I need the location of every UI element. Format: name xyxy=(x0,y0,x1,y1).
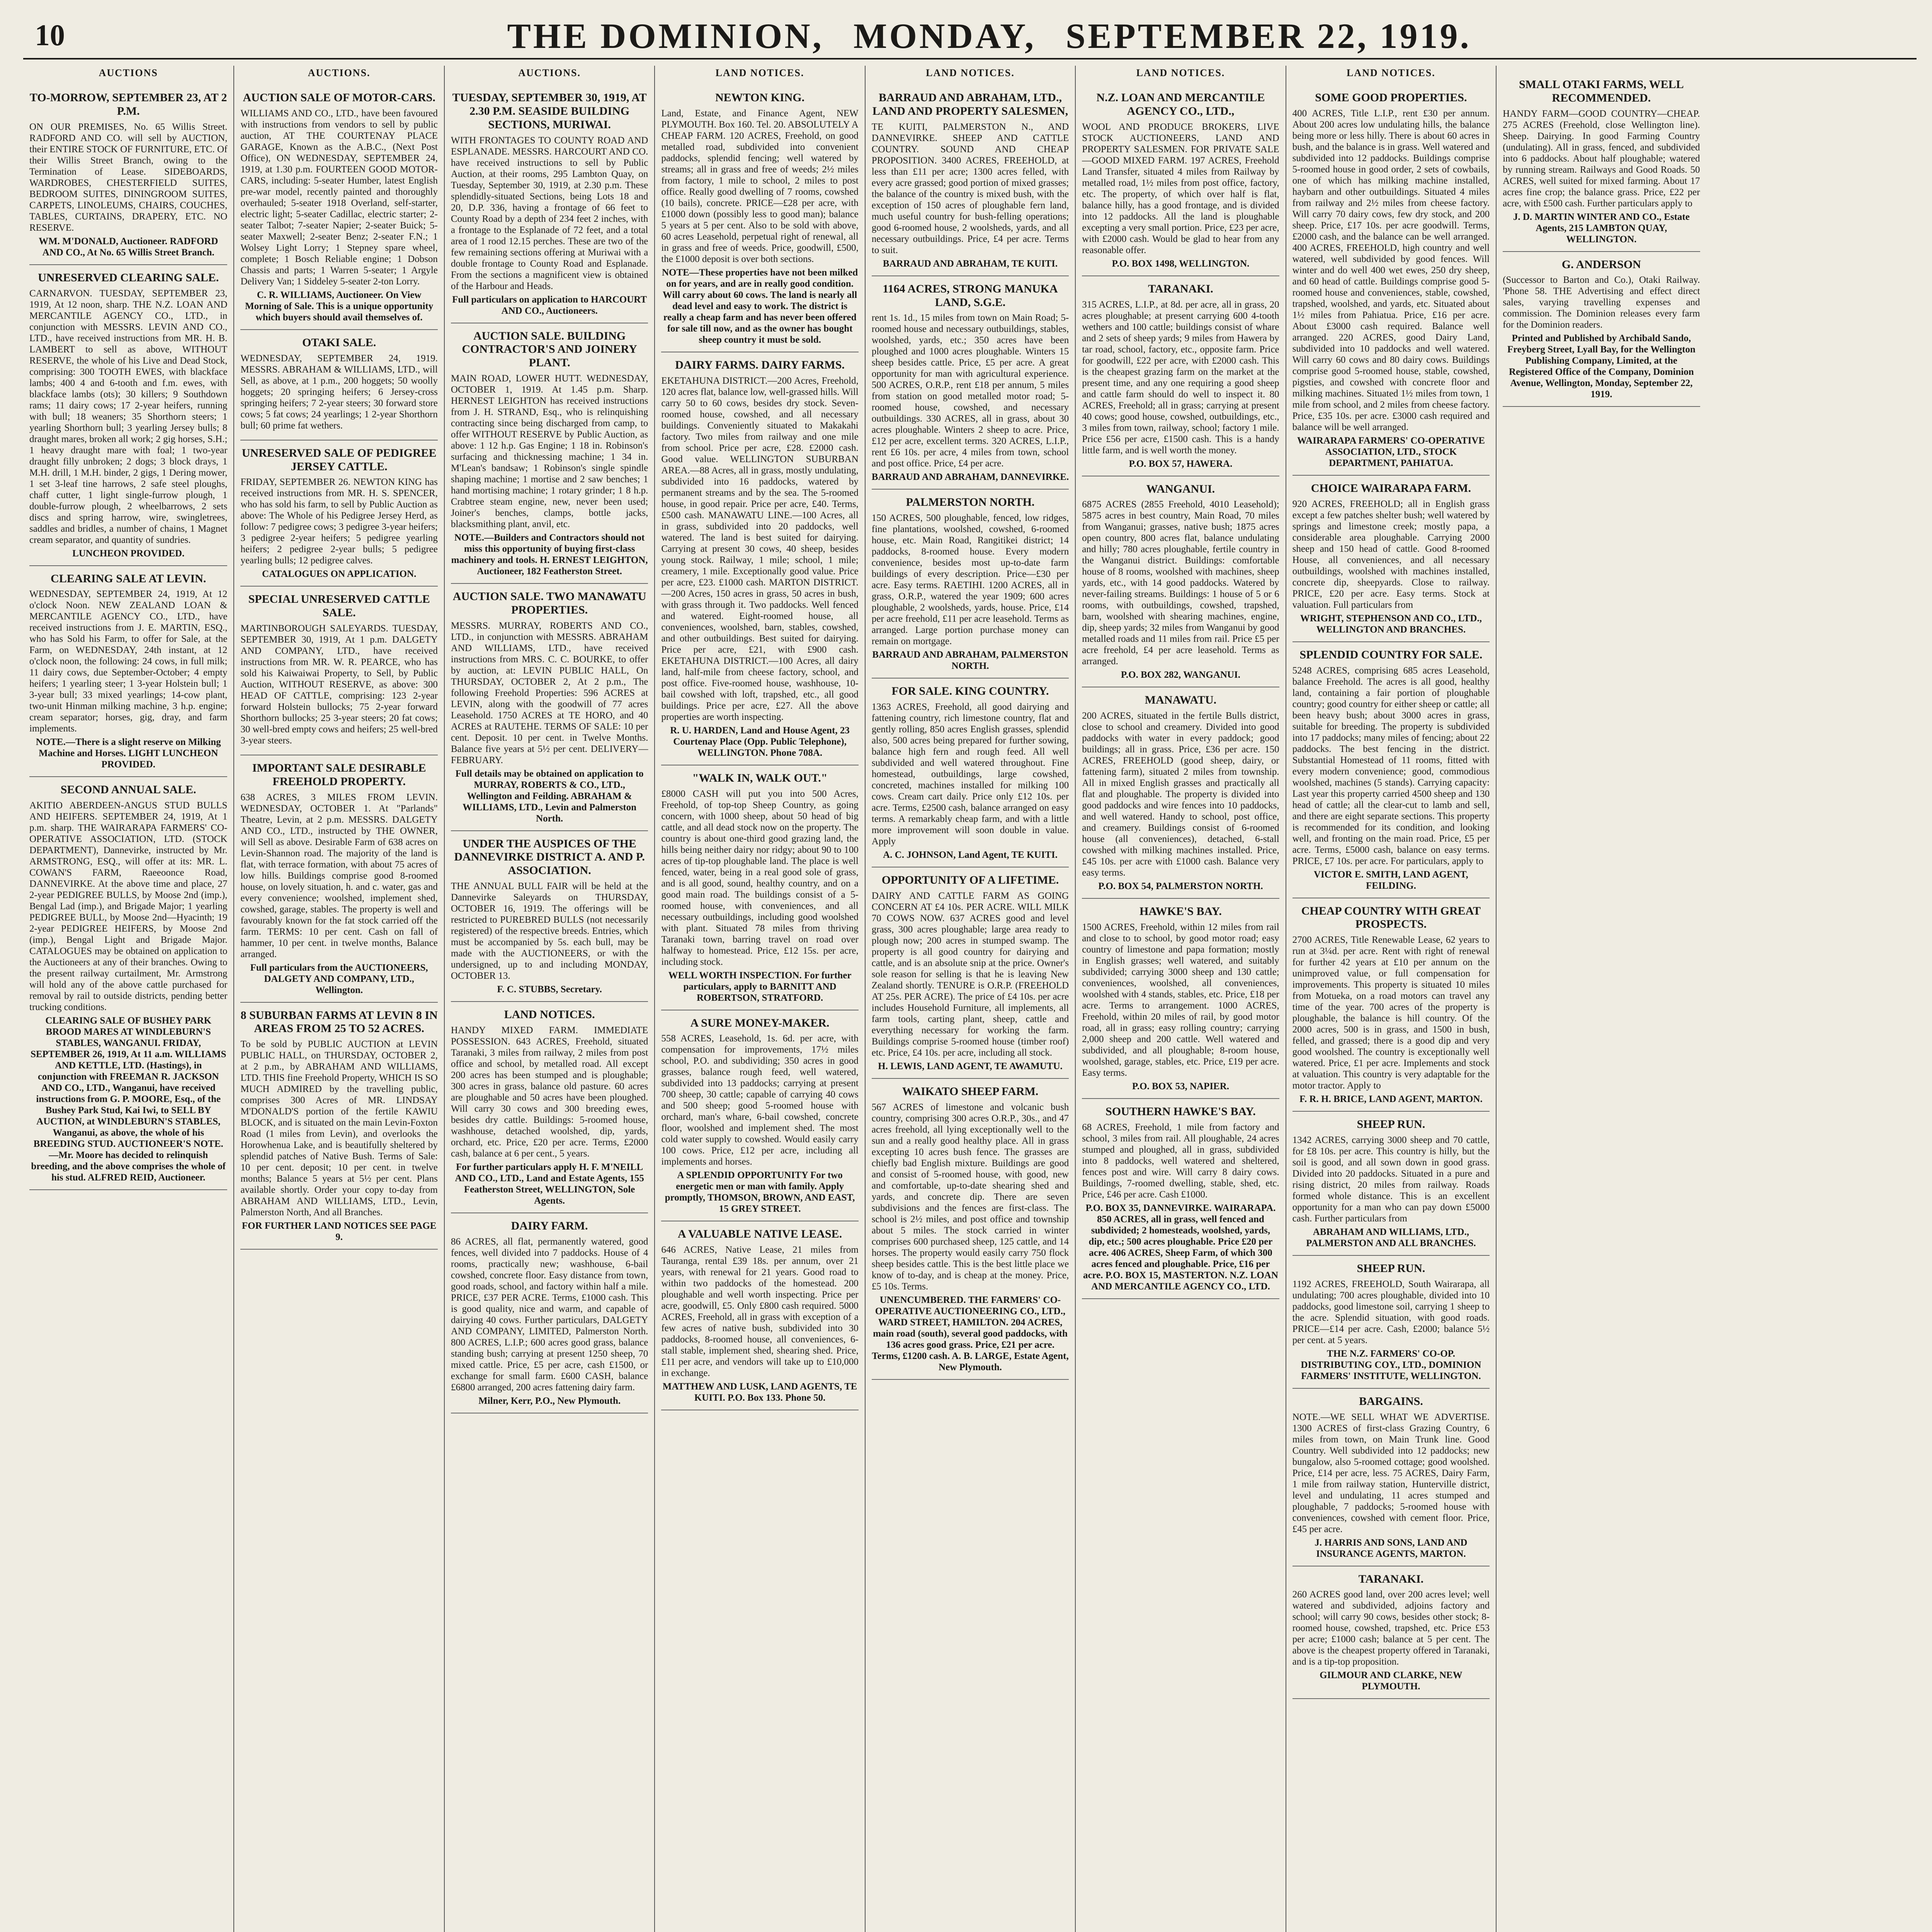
advertisement xyxy=(1293,1389,1490,1566)
ad-body: 1342 ACRES, carrying 3000 sheep and 70 cattle, for £8 10s. per acre. This country is hilly, but the soil is good, and all sown down in good grass. Divided into 20 paddocks. Situated in a pure and rising district, 20 miles from railway. Roads formed whole distance. This is an excellent opportunity for a man who can pay down £5000 cash. Further particulars from xyxy=(1292,1134,1490,1224)
paper-name: THE DOMINION, xyxy=(507,16,824,56)
ad-body: 400 ACRES, Title L.I.P., rent £30 per annum. About 200 acres low undulating hills, the balance being more or less hilly. There is about 60 acres in bush, and the balance is in grass. Well watered and subdivided into 12 paddocks. Buildings comprise 5-roomed house in good order, 2 sets of cowbails, one of which has milking machine installed, haybarn and other outbuildings. Situated 4 miles from railway and 2½ miles from cheese factory. Will carry 70 dairy cows, few dry stock, and 200 sheep. Price, £17 10s. per acre goodwill. Terms, £2000 cash, and the balance can be well arranged. 400 ACRES, FREEHOLD, high country and well watered, well subdivided by good fences. Will winter and do well 400 wet ewes, 250 dry sheep, and 60 head of cattle. Buildings comprise good 5-roomed house and conveniences, stable, cowshed, trapshed, woolshed, and yards, etc. Situated about 1½ miles from Pahiatua. Price, £16 per acre. About £3000 cash required. Balance well arranged. 220 ACRES, good Dairy Land, subdivided into 10 paddocks and well watered. Will carry 60 cows and 80 dairy cows. Buildings comprise good 5-roomed house, stable, cowshed, pigsties, and cowshed with concrete floor and milking machines. Situated 1½ miles from town, 1 mile from school, and 2 miles from cheese factory. Price, £35 10s. per acre. £3000 cash required and balance will be well arranged. xyxy=(1292,108,1490,432)
ad-footer: BARRAUD AND ABRAHAM, PALMERSTON NORTH. xyxy=(872,650,1068,672)
ad-body: WEDNESDAY, SEPTEMBER 24, 1919. MESSRS. ABRAHAM & WILLIAMS, LTD., will Sell, as above, at 1 p.m., 200 hoggets; 50 woolly hoggets; 20 springing heifers; 6 Jersey-cross springing heifers; 7 2-year steers; 30 forward store cows; 5 fat cows; 24 yearlings; 1 2-year Shorthorn bull; 60 prime fat wethers. xyxy=(240,353,438,431)
ad-title: BARGAINS. xyxy=(1359,1395,1423,1408)
ad-body: 558 ACRES, Leasehold, 1s. 6d. per acre, with compensation for improvements, 17½ miles school, P.O. and subdividing; 350 acres in good grasses, balance rough feed, well watered, subdivided into 13 paddocks; carrying at present 700 sheep, 30 cattle; capable of carrying 40 cows and 500 sheep; good 5-roomed house with orchard, man's whare, 6-bail cowshed, concrete floor, woolshed and implement shed. The most cold water supply to cowshed. Would easily carry 100 cows. Price, £12 per acre, including all implements and horses. xyxy=(661,1033,859,1167)
ad-footer: NOTE.—There is a slight reserve on Milking Machine and Horses. LIGHT LUNCHEON PROVIDED. xyxy=(36,737,221,770)
advertisement xyxy=(29,85,227,265)
ad-title: SMALL OTAKI FARMS, WELL RECOMMENDED. xyxy=(1519,78,1684,104)
column-6 xyxy=(1075,66,1285,1932)
ad-body: 567 ACRES of limestone and volcanic bush country, comprising 300 acres O.R.P., 30s., and 47 acres freehold, all lying exceptionally well to the sun and a really good healthy place. All in grass excepting 10 acres bush fence. The grasses are chiefly bad English mixture. Buildings are good and consist of 5-roomed house, with good, new and comfortable, up-to-date shearing shed and yards, and concrete dip. There are seven subdivisions and the fences are first-class. The school is 2½ miles, and post office and township about 5 miles. The stock carried in winter comprises 600 purchased sheep, 125 cattle, and 14 horses. The property would easily carry 750 flock sheep besides cattle. This is the best little place we know of to-day, and is cheap at the money. Price, £5 10s. Terms. xyxy=(871,1102,1069,1292)
ad-title: 1164 ACRES, STRONG MANUKA LAND, S.G.E. xyxy=(883,282,1058,309)
advertisement xyxy=(1082,85,1279,276)
column-heading: LAND NOTICES. xyxy=(1136,67,1225,78)
ad-footer: F. C. STUBBS, Secretary. xyxy=(497,984,602,995)
ad-footer: BARRAUD AND ABRAHAM, DANNEVIRKE. xyxy=(871,472,1069,483)
advertisement xyxy=(1293,85,1490,476)
column-1 xyxy=(23,66,233,1932)
column-heading: LAND NOTICES. xyxy=(1347,67,1435,78)
ad-body: 646 ACRES, Native Lease, 21 miles from Tauranga, rental £39 18s. per annum, over 21 years, with renewal for 21 years. Good road to within two paddocks of the homestead. 200 ploughable and well worth inspecting. Price per acre, goodwill, £5. Only £800 cash required. 5000 ACRES, Freehold, all in grass with exception of a few acres of native bush, subdivided into 30 paddocks, 8-roomed house, all conveniences, 6-stall stable, implement shed, shearing shed. Price, £11 per acre, and vendors will take up to £10,000 in exchange. xyxy=(661,1245,859,1379)
ad-body: 315 ACRES, L.I.P., at 8d. per acre, all in grass, 20 acres ploughable; at present carrying 600 4-tooth wethers and 100 cattle; buildings consist of whare and 2 sets of sheep yards; 9 miles from Hawera by tar road, school, factory, etc., opposite farm. Price for goodwill, £22 per acre, with £2000 cash. This is the cheapest grazing farm on the market at the present time, and any one requiring a good sheep and cattle farm should do well to inspect it. 80 ACRES, Freehold; all in grass; carrying at present 40 cows; good house, cowshed, outbuildings, etc., 3 miles from town, railway, school; factory 1 mile. Price £56 per acre, £1500 cash. This is a handy little farm, and is well worth the money. xyxy=(1082,299,1279,456)
ad-body: TE KUITI, PALMERSTON N., AND DANNEVIRKE. SHEEP AND CATTLE COUNTRY. SOUND AND CHEAP PROPOSITION. 3400 ACRES, FREEHOLD, at less than £11 per acre; 1300 acres felled, with every acre grassed; good portion of mixed grasses; the balance of the country is mixed bush, with the exception of 150 acres of ploughable fern land, much useful country for bush-felling operations; good 6-roomed house, 2 woolsheds, yards, and all necessary outbuildings. Price, £4 per acre. Terms to suit. xyxy=(871,121,1069,255)
ad-footer: WRIGHT, STEPHENSON AND CO., LTD., WELLINGTON AND BRANCHES. xyxy=(1300,613,1482,635)
ad-body: WITH FRONTAGES TO COUNTY ROAD AND ESPLANADE. MESSRS. HARCOURT AND CO. have received instructions to sell by Public Auction, at their rooms, 295 Lambton Quay, on Tuesday, September 30, 1919, at 2.30 p.m. These splendidly-situated Sections, being Lots 18 and 20, D.P. 336, having a frontage of 66 feet to County Road by a depth of 234 feet 2 inches, with a frontage to the Esplanade of 72 feet, and a total area of 1 rood 12.15 perches. These are two of the few remaining sections offering at Muriwai with a double frontage to County Road and Esplanade. From the sections a magnificent view is obtained of the Harbour and Heads. xyxy=(451,135,648,291)
ad-footer: A SPLENDID OPPORTUNITY For two energetic men or man with family. Apply promptly, THOMSON, BROWN, AND EAST, 15 GREY STREET. xyxy=(665,1170,855,1214)
ad-body: MARTINBOROUGH SALEYARDS. TUESDAY, SEPTEMBER 30, 1919, At 1 p.m. DALGETY AND COMPANY, LTD., have received instructions from MR. W. R. PEARCE, who has sold his Kaiwaiwai Property, to Sell, by Public Auction, WITHOUT RESERVE, as above: 300 HEAD OF CATTLE, comprising: 123 2-year forward Holstein bullocks; 75 2-year forward Shorthorn bullocks; 25 3-year steers; 20 fat cows; 30 well-bred empty cows and heifers; 25 well-bred 3-year steers. xyxy=(240,623,438,746)
ad-body: 920 ACRES, FREEHOLD; all in English grass except a few patches shelter bush; well watered by springs and limestone creek; mostly papa, a considerable area ploughable. Carrying 2000 sheep and 150 head of cattle. Good 8-roomed House, all conveniences, and all necessary outbuildings, woolshed with machines installed, concrete dip, sheepyards. Close to railway. PRICE, £20 per acre. Easy terms. Stock at valuation. Full particulars from xyxy=(1292,498,1490,610)
ad-footer: P.O. BOX 1498, WELLINGTON. xyxy=(1112,258,1250,269)
ad-footer: Full particulars from the AUCTIONEERS, DALGETY AND COMPANY, LTD., Wellington. xyxy=(250,962,428,995)
ad-footer: WM. M'DONALD, Auctioneer. RADFORD AND CO., At No. 65 Willis Street Branch. xyxy=(39,236,218,258)
ad-title: TO-MORROW, SEPTEMBER 23, AT 2 P.M. xyxy=(29,91,227,117)
ad-title: SOUTHERN HAWKE'S BAY. xyxy=(1105,1105,1256,1118)
ad-body: ON OUR PREMISES, No. 65 Willis Street. RADFORD AND CO. will sell by AUCTION, their ENTIRE STOCK OF FURNITURE, ETC. Of their Willis Street Branch, owing to the Termination of Lease. SIDEBOARDS, WARDROBES, CHESTERFIELD SUITES, BEDROOM SUITES, DININGROOM SUITES, CARPETS, LINOLEUMS, CHAIRS, COUCHES, TABLES, CURTAINS, DRAPERY, ETC. NO RESERVE. xyxy=(29,121,228,233)
ad-footer: THE N.Z. FARMERS' CO-OP. DISTRIBUTING COY., LTD., DOMINION FARMERS' INSTITUTE, WELLINGTON. xyxy=(1301,1348,1481,1381)
ad-title: AUCTION SALE. TWO MANAWATU PROPERTIES. xyxy=(452,590,646,616)
ad-title: SPECIAL UNRESERVED CATTLE SALE. xyxy=(248,593,430,619)
ad-footer: VICTOR E. SMITH, LAND AGENT, FEILDING. xyxy=(1313,869,1468,891)
advertisement xyxy=(1082,899,1279,1099)
advertisement xyxy=(661,1010,858,1222)
ad-footer: C. R. WILLIAMS, Auctioneer. On View Morning of Sale. This is a unique opportunity which buyers should avail themselves of. xyxy=(245,289,434,323)
advertisement xyxy=(1082,276,1279,476)
ad-body: 68 ACRES, Freehold, 1 mile from factory and school, 3 miles from rail. All ploughable, 24 acres stumped and ploughed, all in grass, subdivided into 8 paddocks, well watered and sheltered, fences post and wire. Will carry 8 dairy cows. Buildings, 7-roomed dwelling, stable, shed, etc. Price, £46 per acre. Cash £1000. xyxy=(1082,1122,1279,1200)
ad-footer: MATTHEW AND LUSK, LAND AGENTS, TE KUITI. P.O. Box 133. Phone 50. xyxy=(662,1381,857,1403)
ad-body: Land, Estate, and Finance Agent, NEW PLYMOUTH. Box 160. Tel. 20. ABSOLUTELY A CHEAP FARM. 120 ACRES, Freehold, on good metalled road, subdivided into convenient paddocks, splendid fencing; well watered by streams; all in grass and free of weeds; 2½ miles from factory, 1 mile to school, 2 miles to post office. Really good dwelling of 7 rooms, cowshed (10 bails), concrete. PRICE—£28 per acre, with £1000 down (possibly less to good man); balance 5 years at 5 per cent. Also to be sold with above, 60 acres Leasehold, perpetual right of renewal, all in grass and free of weeds. Price, goodwill, £500, the £1000 deposit is over both sections. xyxy=(661,108,859,264)
columns xyxy=(23,66,1917,1932)
ad-body: 1500 ACRES, Freehold, within 12 miles from rail and close to to school, by good motor road; easy country of limestone and papa formation; mostly in English grasses; well watered, and suitably subdivided; carrying 3000 sheep and 130 cattle; conveniences, woolshed, all conveniences, woolshed with 4 stands, stables, etc. Price, £18 per acre. Terms to arrangement. 1000 ACRES, Freehold, within 20 miles of rail, by good motor road, all in grass; easy rolling country; carrying 2,000 sheep and 200 cattle. Well watered and subdivided, and all ploughable; 8-room house, woolshed, garage, stables, etc. Price, £19 per acre. Easy terms. xyxy=(1082,922,1279,1078)
masthead-rule xyxy=(23,58,1917,60)
ad-title: OTAKI SALE. xyxy=(302,336,376,349)
ad-title: TARANAKI. xyxy=(1358,1572,1424,1585)
advertisement xyxy=(240,330,437,440)
ad-title: NEWTON KING. xyxy=(715,91,805,104)
advertisement xyxy=(1503,252,1700,407)
ad-title: WAIKATO SHEEP FARM. xyxy=(902,1085,1039,1098)
advertisement xyxy=(661,1221,858,1410)
ad-body: NOTE.—WE SELL WHAT WE ADVERTISE. 1300 ACRES of first-class Grazing Country, 6 miles from town, on Main Trunk line. Good Country. Well subdivided into 12 paddocks; new bungalow, also 5-roomed cottage; good woolshed. Price, £14 per acre, less. 75 ACRES, Dairy Farm, 1 mile from railway station, Hunterville district, level and undulating, 11 acres stumped and ploughable, 7 paddocks; 5-roomed house with conveniences, cowshed with cement floor. Price, £45 per acre. xyxy=(1292,1412,1490,1534)
ad-body: rent 1s. 1d., 15 miles from town on Main Road; 5-roomed house and necessary outbuildings, stables, woolshed, yards, etc.; 350 acres have been ploughed and 1000 acres ploughable. Winters 15 sheep besides cattle. Price, £5 per acre. A great opportunity for man with agricultural experience. 500 ACRES, O.R.P., rent £18 per annum, 5 miles from station on good metalled motor road; 5-roomed house, cowshed, and necessary outbuildings. 330 ACRES, all in grass, about 30 acres ploughable. Winters 2 sheep to acre. Price, £12 per acre, excellent terms. 320 ACRES, L.I.P., rent £6 10s. per acre, 4 miles from town, school and post office. Price, £4 per acre. xyxy=(871,313,1069,469)
ad-title: SECOND ANNUAL SALE. xyxy=(60,783,196,796)
ad-title: AUCTION SALE OF MOTOR-CARS. xyxy=(243,91,435,104)
ad-footer: WAIRARAPA FARMERS' CO-OPERATIVE ASSOCIATION, LTD., STOCK DEPARTMENT, PAHIATUA. xyxy=(1297,435,1485,468)
column-3 xyxy=(444,66,654,1932)
ad-body: 638 ACRES, 3 MILES FROM LEVIN. WEDNESDAY, OCTOBER 1. At "Parlands" Theatre, Levin, at 2 p.m. MESSRS. DALGETY AND CO., LTD., instructed by THE OWNER, will Sell as above. Desirable Farm of 638 acres on Levin-Shannon road. The majority of the land is flat, with terrace formation, with about 75 acres of low hills. Buildings comprise good 8-roomed house, on lovely situation, h. and c. water, gas and every convenience; woolshed, implement shed, cowshed, garage, stables. The property is well and favourably known for the fat stock carried off the farm. TERMS: 10 per cent. Cash on fall of hammer, 10 per cent. in twelve months, Balance arranged. xyxy=(240,792,438,959)
advertisement xyxy=(451,584,648,831)
ad-body: 2700 ACRES, Title Renewable Lease, 62 years to run at 3¼d. per acre. Rent with right of renewal for further 42 years at £10 per annum on the unimproved value, or full compensation for improvements. This property is situated 10 miles from Motueka, on a road motors can travel any time of the year. 700 acres of the property is ploughable, the balance is hill country. Of the 2000 acres, 500 is in grass, and 1500 in bush, felled, and grassed; there is a good dip and very good woolshed. The country is exceptionally well watered. Price, £1 per acre. Implements and stock at valuation. This country is very adaptable for the motor tractor. Apply to xyxy=(1292,935,1490,1091)
ad-footer: NOTE—These properties have not been milked on for years, and are in really good condition. Will carry about 60 cows. The land is nearly all dead level and easy to work. The district is really a cheap farm and has never been offered for sale till now, and as the owner has bought sheep country it must be sold. xyxy=(662,267,858,345)
column-5 xyxy=(865,66,1075,1932)
ad-body: WILLIAMS AND CO., LTD., have been favoured with instructions from vendors to sell by public auction, AT THE COURTENAY PLACE GARAGE, Known as the A.B.C., (Next Post Office), ON WEDNESDAY, SEPTEMBER 24, 1919, at 1.30 p.m. FOURTEEN GOOD MOTOR-CARS, including: 5-seater Humber, latest English pre-war model, recently painted and thoroughly overhauled; 5-seater 1918 Overland, self-starter, electric light; 5-seater Cadillac, electric starter; 2-seater Talbot; 7-seater Napier; 2-seater Buick; 5-seater Maxwell; 2-seater Benz; 2-seater F.N.; 1 Wolsey Light Lorry; 1 Stepney spare wheel, complete; 1 Bosch Reliable engine; 1 Dobson Chassis and parts; 1 Warren 5-seater; 1 Argyle Delivery Van; 1 Siddeley 5-seater 2-ton Lorry. xyxy=(240,108,438,287)
ad-body: DAIRY AND CATTLE FARM AS GOING CONCERN AT £4 10s. PER ACRE. WILL MILK 70 COWS NOW. 637 ACRES good and level grass, 300 acres ploughable; large area ready to plough now; 200 acres in stumped swamp. The property is all good country for dairying and cattle, and is an absolute snip at the price. Owner's sole reason for selling is that he is leaving New Zealand shortly. TENURE is O.R.P. (FREEHOLD AT 25s. PER ACRE). The price of £4 10s. per acre includes Household Furniture, all implements, all farm tools, carting plant, sheep, cattle and everything necessary for working the farm. Buildings comprise 5-roomed house (timber roof) etc. Price, £4 10s. per acre, including all stock. xyxy=(871,890,1069,1058)
ad-footer: FOR FURTHER LAND NOTICES SEE PAGE 9. xyxy=(242,1221,437,1243)
column-8 xyxy=(1496,66,1706,1932)
advertisement xyxy=(240,587,437,755)
ad-body: WOOL AND PRODUCE BROKERS, LIVE STOCK AUCTIONEERS, LAND AND PROPERTY SALESMEN. FOR PRIVATE SALE—GOOD MIXED FARM. 197 ACRES, Freehold Land Transfer, situated 4 miles from Railway by metalled road, 1½ miles from post office, factory, etc. The property, of which over half is flat, balance hilly, has a good frontage, and is divided into 12 paddocks. All the land is ploughable excepting a very small portion. Price, £23 per acre, with £2000 cash. Would be glad to hear from any reasonable offer. xyxy=(1082,121,1279,255)
advertisement xyxy=(240,440,437,587)
advertisement xyxy=(240,755,437,1003)
ad-title: SHEEP RUN. xyxy=(1357,1262,1425,1275)
masthead-title xyxy=(410,15,1569,56)
ad-footer: A. C. JOHNSON, Land Agent, TE KUITI. xyxy=(883,849,1058,860)
ad-body: £8000 CASH will put you into 500 Acres, Freehold, of top-top Sheep Country, as going concern, with 1000 sheep, about 50 head of big cattle, and all dead stock now on the property. The country is about one-third good grazing land, the hills being neither dairy nor ridgy; about 90 to 100 acres of tip-top ploughable land. The place is well fenced, water, being in a real good sole of grass, and is all good, sound, healthy country, and on a good main road. The buildings consist of a 5-roomed house, with conveniences, and all necessary outbuildings, including good woolshed with plant. Situated 78 miles from thriving Taranaki town, barring travel on road over halfway to homestead. Price, £12 15s. per acre, including stock. xyxy=(661,788,859,967)
ad-title: N.Z. LOAN AND MERCANTILE AGENCY CO., LTD., xyxy=(1096,91,1265,117)
column-heading: LAND NOTICES. xyxy=(715,67,804,78)
ad-title: TARANAKI. xyxy=(1148,282,1213,295)
ad-body: 5248 ACRES, comprising 685 acres Leasehold, balance Freehold. The acres is all good, healthy land, containing a fair portion of ploughable country; good country for either sheep or cattle; all been heavy bush; about 3000 acres in grass, suitable for breeding. The property is subdivided into 17 paddocks; many miles of fencing; about 22 paddocks. The best fencing in the district. Substantial Homestead of 11 rooms, fitted with every modern convenience; good, commodious woolshed, machines (5 stands). Carrying capacity: Last year this property carried 4500 sheep and 130 head of cattle; all the clear-cut to lamb and sell, and there are eight separate sections. This property is recommended for its condition, and looking well, and fronting on the main road. Price, £5 per acre. Terms, £5000 cash, balance on easy terms. PRICE, £7 10s. per acre. For particulars, apply to xyxy=(1292,665,1490,866)
ad-footer: P.O. BOX 57, HAWERA. xyxy=(1129,458,1233,469)
ad-body: MAIN ROAD, LOWER HUTT. WEDNESDAY, OCTOBER 1, 1919. At 1.45 p.m. Sharp. HERNEST LEIGHTON has received instructions from J. H. STRAND, Esq., who is relinquishing contracting since being discharged from camp, to offer WITHOUT RESERVE by Public Auction, as above: 1 12 h.p. Gas Engine; 1 18 in. Robinson's surfacing and thicknessing machine; 1 34 in. M'Lean's bandsaw; 1 Robinson's single spindle shaping machine; 1 mortise and 2 saw benches; 1 hand mortising machine; 1 rotary grinder; 1 8 h.p. Crabtree steam engine, new, never been used; Joiner's benches, clamps, bottle jacks, blacksmithing plant, anvil, etc. xyxy=(451,373,648,529)
ad-footer: Printed and Published by Archibald Sando, Freyberg Street, Lyall Bay, for the Wellington Publishing Company, Limited, at the Registered Office of the Company, Dominion Avenue, Wellington, Monday, September 22, 1919. xyxy=(1507,333,1696,400)
advertisement xyxy=(29,265,227,566)
ad-footer: J. HARRIS AND SONS, LAND AND INSURANCE AGENTS, MARTON. xyxy=(1315,1537,1468,1559)
ad-body: 200 ACRES, situated in the fertile Bulls district, close to school and creamery. Divided into good paddocks with water in every paddock; good buildings; all in grass. Price, £36 per acre. 150 ACRES, FREEHOLD (good sheep, dairy, or fattening farm), situated 2 miles from township. All in mixed English grasses and practically all flat and ploughable. The property is divided into good paddocks and wire fences into 10 paddocks, and well watered. Handy to school, post office, and creamery. Buildings consist of 6-roomed house (all conveniences), detached, 6-stall cowshed with milking machines installed. Price, £45 10s. per acre with £1000 cash. Balance very easy terms. xyxy=(1082,711,1279,878)
ad-body: 1192 ACRES, FREEHOLD, South Wairarapa, all undulating; 700 acres ploughable, divided into 10 paddocks, good limestone soil, carrying 1 sheep to the acre. Splendid situation, with good roads. PRICE—£14 per acre. Cash, £2000; balance 5½ per cent. at 5 years. xyxy=(1292,1279,1490,1345)
ad-footer: NOTE.—Builders and Contractors should not miss this opportunity of buying first-class machinery and tools. H. ERNEST LEIGHTON, Auctioneer, 182 Featherston Street. xyxy=(451,532,648,577)
advertisement xyxy=(872,679,1069,867)
ad-footer: UNENCUMBERED. THE FARMERS' CO-OPERATIVE AUCTIONEERING CO., LTD., WARD STREET, HAMILTON. 204 ACRES, main road (south), several good paddocks, with 136 acres good grass. Price, £21 per acre. Terms, £1200 cash. A. B. LARGE, Estate Agent, New Plymouth. xyxy=(872,1294,1069,1372)
ad-body: EKETAHUNA DISTRICT.—200 Acres, Freehold, 120 acres flat, balance low, well-grassed hills. Will carry 50 to 60 cows, besides dry stock. Seven-roomed house, cowshed, and all necessary buildings. Conveniently situated to Makakahi factory. Two miles from railway and one mile from school. Price per acre, £28. £2000 cash. Good value. WELLINGTON SUBURBAN AREA.—88 Acres, all in grass, mostly undulating, subdivided into 16 paddocks, watered by permanent streams and by the sea. The 5-roomed house, in good repair. Price per acre, £40. Terms, £500 cash. MANAWATU LINE.—100 Acres, all in grass, subdivided into 20 paddocks, well watered. The land is best suited for dairying. Carrying at present 30 cows, 40 sheep, besides young stock. Railway, 1 mile; school, 1 mile; creamery, 1 mile. Exceptionally good value. Price per acre, £23. £1000 cash. MARTON DISTRICT.—200 Acres, 150 acres in grass, 50 acres in bush, with grass through it. Two paddocks. Well fenced and watered. Eight-roomed house, all conveniences, woolshed, barn, stables, cowshed, and other outbuildings. Best suited for dairying. Price per acre, £21, with £900 cash. EKETAHUNA DISTRICT.—100 Acres, all dairy land, half-mile from cheese factory, school, and post office. Five-roomed house, washhouse, 10-bail cowshed with loft, trapshed, etc., all good buildings. Price per acre, £27. All the above properties are worth inspecting. xyxy=(661,375,859,722)
advertisement xyxy=(661,85,858,352)
advertisement xyxy=(661,352,858,765)
advertisement xyxy=(1293,1256,1490,1389)
ad-title: SHEEP RUN. xyxy=(1357,1118,1425,1131)
ad-title: TUESDAY, SEPTEMBER 30, 1919, AT 2.30 P.M. SEASIDE BUILDING SECTIONS, MURIWAI. xyxy=(452,91,647,131)
issue-day: MONDAY, xyxy=(853,16,1036,56)
ad-body: FRIDAY, SEPTEMBER 26. NEWTON KING has received instructions from MR. H. S. SPENCER, who has sold his farm, to sell by Public Auction as above: The Whole of his Pedigree Jersey Herd, as follow: 7 pedigree cows; 3 pedigree 3-year heifers; 3 pedigree 2-year heifers; 5 pedigree yearling heifers; 2 pedigree 2-year bulls; 5 pedigree yearling bulls; 12 pedigree calves. xyxy=(240,477,438,566)
ad-footer: J. D. MARTIN WINTER AND CO., Estate Agents, 215 LAMBTON QUAY, WELLINGTON. xyxy=(1513,211,1690,245)
ad-title: HAWKE'S BAY. xyxy=(1139,905,1222,918)
ad-title: CHEAP COUNTRY WITH GREAT PROSPECTS. xyxy=(1301,904,1481,931)
column-heading: AUCTIONS. xyxy=(518,67,581,78)
ad-title: UNDER THE AUSPICES OF THE DANNEVIRKE DISTRICT A. AND P. ASSOCIATION. xyxy=(454,837,645,877)
ad-title: SOME GOOD PROPERTIES. xyxy=(1315,91,1467,104)
ad-footer: H. LEWIS, LAND AGENT, TE AWAMUTU. xyxy=(878,1061,1063,1071)
advertisement xyxy=(872,85,1069,276)
ad-title: "WALK IN, WALK OUT." xyxy=(692,771,828,784)
ad-footer: CATALOGUES ON APPLICATION. xyxy=(262,569,417,580)
ad-title: WANGANUI. xyxy=(1146,482,1215,495)
ad-title: G. ANDERSON xyxy=(1561,258,1641,271)
ad-footer: Full particulars on application to HARCOURT AND CO., Auctioneers. xyxy=(452,294,647,316)
ad-footer: GILMOUR AND CLARKE, NEW PLYMOUTH. xyxy=(1320,1670,1463,1692)
ad-footer: For further particulars apply H. F. M'NEILL AND CO., LTD., Land and Estate Agents, 155 Featherston Street, WELLINGTON, Sole Agents. xyxy=(455,1162,644,1206)
advertisement xyxy=(240,1003,437,1250)
advertisement xyxy=(1082,476,1279,688)
ad-footer: ABRAHAM AND WILLIAMS, LTD., PALMERSTON AND ALL BRANCHES. xyxy=(1306,1226,1476,1248)
ad-title: SPLENDID COUNTRY FOR SALE. xyxy=(1299,648,1483,661)
ad-footer: P.O. BOX 53, NAPIER. xyxy=(1132,1081,1230,1092)
ad-footer: BARRAUD AND ABRAHAM, TE KUITI. xyxy=(883,258,1058,269)
ad-footer: F. R. H. BRICE, LAND AGENT, MARTON. xyxy=(1299,1094,1483,1105)
ad-body: 150 ACRES, 500 ploughable, fenced, low ridges, fine plantations, woolshed, cowshed, 6-roomed house, etc. Main Road, Rangitikei district; 14 paddocks, 8-roomed house. Every modern convenience, besides most up-to-date farm buildings of every description. Price—£30 per acre. Easy terms. RAETIHI. 1200 ACRES, all in grass, O.R.P., watered the year 1909; 600 acres ploughable, 2 woolsheds, yards, house. Price, £14 per acre freehold, £11 per acre leasehold. Terms as arranged. Large portion purchase money can remain on mortgage. xyxy=(871,513,1069,647)
advertisement xyxy=(1293,898,1490,1112)
ad-body: 260 ACRES good land, over 200 acres level; well watered and subdivided, adjoins factory and school; will carry 90 cows, besides other stock; 8-roomed house, cowshed, trapshed, etc. Price £53 per acre; £1000 cash; balance at 5 per cent. The above is the cheapest property offered in Taranaki, and is a tip-top proposition. xyxy=(1292,1589,1490,1667)
advertisement xyxy=(872,490,1069,679)
ad-body: HANDY FARM—GOOD COUNTRY—CHEAP. 275 ACRES (Freehold, close Wellington line). Sheep. Dairying. In good Farming Country (undulating). All in grass, fenced, and subdivided into 6 paddocks. About half ploughable; watered by running stream. Railways and Good Roads. 50 ACRES, well suited for mixed farming. About 17 acres fine crop; the balance grass. Price, £22 per acre, with £500 cash. Further particulars apply to xyxy=(1503,108,1700,209)
ad-title: CLEARING SALE AT LEVIN. xyxy=(51,572,206,585)
ad-footer: P.O. BOX 282, WANGANUI. xyxy=(1121,670,1240,680)
ad-body: 6875 ACRES (2855 Freehold, 4010 Leasehold); 5875 acres in best country, Main Road, 70 miles from Wanganui; grasses, native bush; 1875 acres open country, 800 acres flat, balance undulating and hilly; 780 acres ploughable, fertile country in the Wanganui district. Buildings: comfortable house of 8 rooms, woolshed with machines, sheep yards, etc., with 14 good paddocks. Watered by never-failing streams. Buildings: 1 house of 5 or 6 rooms, with outbuildings, cowshed, trapshed, barn, woolshed with shearing machines, engine, dip, sheep yards; 32 miles from Wanganui by good metalled roads and 11 miles from rail. Price £5 per acre freehold, £4 per acre leasehold. Terms as arranged. xyxy=(1082,499,1279,667)
advertisement xyxy=(1293,1566,1490,1699)
ad-footer: WELL WORTH INSPECTION. For further particulars, apply to BARNITT AND ROBERTSON, STRATFORD. xyxy=(668,970,852,1003)
ad-footer: LUNCHEON PROVIDED. xyxy=(72,548,185,559)
ad-title: DAIRY FARM. xyxy=(511,1219,588,1232)
ad-title: UNRESERVED SALE OF PEDIGREE JERSEY CATTLE. xyxy=(242,446,437,473)
advertisement xyxy=(29,777,227,1190)
advertisement xyxy=(451,831,648,1002)
page-number: 10 xyxy=(35,18,65,52)
issue-date: SEPTEMBER 22, 1919. xyxy=(1065,16,1471,56)
ad-title: MANAWATU. xyxy=(1145,694,1217,707)
ad-body: HANDY MIXED FARM. IMMEDIATE POSSESSION. 643 ACRES, Freehold, situated Taranaki, 3 miles from railway, 2 miles from post office and school, by metalled road. All except 200 acres has been stumped and is ploughable; 300 acres in grass, balance old pasture. 60 acres are ploughable and 50 acres have been ploughed. Will carry 30 cows and 300 breeding ewes, besides dry cattle. Buildings: 5-roomed house, washhouse, detached woolshed, dip, yards, orchard, etc. Price, £20 per acre. Terms, £2000 cash, balance at 6 per cent., 5 years. xyxy=(451,1025,648,1159)
ad-title: BARRAUD AND ABRAHAM, LTD., LAND AND PROPERTY SALESMEN, xyxy=(872,91,1068,117)
advertisement xyxy=(1082,1099,1279,1299)
ad-footer: Full details may be obtained on application to MURRAY, ROBERTS & CO., LTD., Wellington and Feilding. ABRAHAM & WILLIAMS, LTD., Levin and Palmerston North. xyxy=(455,768,644,824)
advertisement xyxy=(872,276,1069,490)
ad-body: AKITIO ABERDEEN-ANGUS STUD BULLS AND HEIFERS. SEPTEMBER 24, 1919, At 1 p.m. sharp. THE WAIRARAPA FARMERS' CO-OPERATIVE ASSOCIATION, LTD. (STOCK DEPARTMENT), Dannevirke, instructed by Mr. ARMSTRONG, ESQ., will offer at its: MR. L. COWAN'S FARM, Raeeoonce Road, DANNEVIRKE. At the above time and place, 27 2-year PEDIGREE BULLS, by Moose 2nd (imp.), Bengal Lad (imp.), and Brigade Major; 1 yearling PEDIGREE BULL, by Moose 2nd—Hyacinth; 19 2-year PEDIGREE HEIFERS, by Moose 2nd (imp.), Bengal Light and Brigade Major. CATALOGUES may be obtained on application to the Auctioneers at any of their branches. Owing to the present railway curtailment, Mr. Armstrong will hold any of the above cattle purchased for removal by rail to outside districts, pending better trucking conditions. xyxy=(29,800,228,1013)
advertisement xyxy=(451,323,648,584)
ad-title: 8 SUBURBAN FARMS AT LEVIN 8 IN AREAS FROM 25 TO 52 ACRES. xyxy=(240,1009,438,1035)
ad-body: WEDNESDAY, SEPTEMBER 24, 1919, At 12 o'clock Noon. NEW ZEALAND LOAN & MERCANTILE AGENCY CO., LTD., have received instructions from J. E. MARTIN, ESQ., who has Sold his Farm, to offer for Sale, at the Farm, on WEDNESDAY, 24th instant, at 12 o'clock noon, the following: 24 cows, in full milk; 11 dairy cows, due September-October; 4 empty heifers; 1 yearling steer; 1 3-year Holstein bull; 1 3-year bull; 33 mixed yearlings; 14-cow plant, two-unit Hinman milking machine, 3 h.p. engine; cream separator; horses, gig, dray, and farm implements. xyxy=(29,589,228,734)
column-heading: AUCTIONS. xyxy=(308,67,371,78)
ad-title: AUCTION SALE. BUILDING CONTRACTOR'S AND JOINERY PLANT. xyxy=(462,329,637,369)
ad-footer: P.O. BOX 35, DANNEVIRKE. WAIRARAPA. 850 ACRES, all in grass, well fenced and subdivided; 2 homesteads, woolshed, yards, dip, etc.; 500 acres ploughable. Price £20 per acre. 406 ACRES, Sheep Farm, of which 300 acres fenced and ploughable. Price, £16 per acre. P.O. BOX 15, MASTERTON. N.Z. LOAN AND MERCANTILE AGENCY CO., LTD. xyxy=(1083,1202,1278,1292)
ad-footer: R. U. HARDEN, Land and House Agent, 23 Courtenay Place (Opp. Public Telephone), WELLINGTON. Phone 708A. xyxy=(670,725,850,758)
column-heading: AUCTIONS xyxy=(99,67,158,78)
advertisement xyxy=(451,1002,648,1213)
ad-footer: CLEARING SALE OF BUSHEY PARK BROOD MARES AT WINDLEBURN'S STABLES, WANGANUI. FRIDAY, SEPTEMBER 26, 1919, At 11 a.m. WILLIAMS AND KETTLE, LTD. (Hastings), in conjunction with FREEMAN R. JACKSON AND CO., LTD., Wanganui, have received instructions from G. P. MOORE, Esq., of the Bushey Park Stud, Kai Iwi, to SELL BY AUCTION, at WINDLEBURN'S STABLES, Wanganui, as above, the whole of his BREEDING STUD. AUCTIONEER'S NOTE.—Mr. Moore has decided to relinquish breeding, and the above comprises the whole of his stud. ALFRED REID, Auctioneer. xyxy=(30,1015,226,1183)
column-7 xyxy=(1286,66,1496,1932)
column-heading: LAND NOTICES. xyxy=(926,67,1015,78)
column-2 xyxy=(233,66,444,1932)
ad-title: IMPORTANT SALE DESIRABLE FREEHOLD PROPERTY. xyxy=(252,761,426,788)
advertisement xyxy=(451,1213,648,1413)
ad-title: DAIRY FARMS. DAIRY FARMS. xyxy=(675,358,845,371)
advertisement xyxy=(1293,476,1490,642)
advertisement xyxy=(1503,72,1700,252)
ad-body: THE ANNUAL BULL FAIR will be held at the Dannevirke Saleyards on THURSDAY, OCTOBER 16, 1919. The offerings will be restricted to PUREBRED BULLS (not necessarily registered) of the respective breeds. Entries, which must be accompanied by 5s. each bull, may be made with the AUCTIONEERS, or with the undersigned, up to and including MONDAY, OCTOBER 13. xyxy=(451,881,648,981)
advertisement xyxy=(1293,1112,1490,1256)
ad-title: FOR SALE. KING COUNTRY. xyxy=(891,685,1049,698)
ad-title: LAND NOTICES. xyxy=(504,1008,595,1021)
ad-footer: P.O. BOX 54, PALMERSTON NORTH. xyxy=(1098,881,1263,892)
advertisement xyxy=(29,566,227,777)
advertisement xyxy=(872,1079,1069,1380)
ad-title: UNRESERVED CLEARING SALE. xyxy=(38,271,219,284)
ad-title: PALMERSTON NORTH. xyxy=(906,496,1035,509)
ad-body: CARNARVON. TUESDAY, SEPTEMBER 23, 1919, At 12 noon, sharp. THE N.Z. LOAN AND MERCANTILE AGENCY CO., LTD., in conjunction with MESSRS. LEVIN AND CO., LTD., have received instructions from MR. H. B. LAMBERT to sell as above, WITHOUT RESERVE, the whole of his Live and Dead Stock, comprising: 300 TOOTH EWES, with blackface lambs; 400 4 and 6-tooth and f.m. ewes, with blackface lambs (ots); 30 killers; 9 Southdown rams; 11 dairy cows; 17 2-year heifers, running with bull; 18 weaners; 35 Shorthorn steers; 1 yearling Shorthorn bull; 3 yearling Jersey bulls; 8 draught mares, broken all work; 2 gig horses, S.H.; 1 heavy draught mare with foal; 1 two-year draught filly unbroken; 2 dogs; 3 block drays, 1 M.H. drill, 1 M.H. binder, 2 gigs, 1 Dering mower, 1 set 3-leaf tine harrows, 2 safe steel ploughs, chaff cutter, 1 light single-furrow plough, 1 double-furrow plough, 2 wheelbarrows, 2 sets discs and spring harrow, wire, swingletrees, saddles and bridles, a number of chains, 1 Magnet cream separator, and quantity of sundries. xyxy=(29,288,228,545)
advertisement xyxy=(451,85,648,323)
advertisement xyxy=(240,85,437,330)
advertisement xyxy=(1082,687,1279,899)
ad-body: To be sold by PUBLIC AUCTION at LEVIN PUBLIC HALL, on THURSDAY, OCTOBER 2, at 2 p.m., by ABRAHAM AND WILLIAMS, LTD. THIS fine Freehold Property, WHICH IS SO MUCH ADMIRED by the travelling public, comprises 300 Acres of MR. LINDSAY M'DONALD'S portion of the fertile KAWIU BLOCK, and is situated on the main Levin-Foxton Road (1 miles from Levin), and overlooks the Horowhenua Lake, and is beautifully sheltered by splendid patches of Native Bush. Terms of Sale: 10 per cent. deposit; 10 per cent. in twelve months; Balance 5 years at 5½ per cent. Plans available shortly. Order your copy to-day from ABRAHAM AND WILLIAMS, LTD., Levin, Palmerston North, And all Branches. xyxy=(240,1039,438,1218)
ad-body: 86 ACRES, all flat, permanently watered, good fences, well divided into 7 paddocks. House of 4 rooms, practically new; washhouse, 6-bail cowshed, concrete floor. Easy distance from town, good roads, school, and factory within half a mile. PRICE, £37 PER ACRE. Terms, £1000 cash. This is good quality, nice and warm, and capable of dairying 40 cows. Further particulars, DALGETY AND COMPANY, LIMITED, Palmerston North. 800 ACRES, L.I.P.; 600 acres good grass, balance standing bush; carrying at present 1250 sheep, 70 mixed cattle. Price, £5 per acre, cash £1500, or exchange for small farm. £600 CASH, balance £6800 arranged, 200 acres fattening dairy farm. xyxy=(451,1236,648,1393)
ad-body: (Successor to Barton and Co.), Otaki Railway. 'Phone 58. THE Advertising and effect direct sales, varying travelling expenses and commission. The Dominion releases every farm for the Dominion readers. xyxy=(1503,275,1700,330)
advertisement xyxy=(661,765,858,1010)
ad-footer: Milner, Kerr, P.O., New Plymouth. xyxy=(478,1395,621,1406)
ad-body: MESSRS. MURRAY, ROBERTS AND CO., LTD., in conjunction with MESSRS. ABRAHAM AND WILLIAMS, LTD., have received instructions from MRS. C. C. BOURKE, to offer by auction, at: LEVIN PUBLIC HALL, On THURSDAY, OCTOBER 2, At 2 p.m., The following Freehold Properties: 596 ACRES at LEVIN, along with the goodwill of 77 acres Leasehold. 1750 ACRES at TE HORO, and 40 ACRES at RAUTEHE. TERMS OF SALE: 10 per cent. Deposit. 10 per cent. in Twelve Months. Balance five years at 5½ per cent. DELIVERY—FEBRUARY. xyxy=(451,620,648,765)
masthead xyxy=(23,14,1917,56)
ad-title: A SURE MONEY-MAKER. xyxy=(690,1016,830,1029)
advertisement xyxy=(872,867,1069,1079)
ad-body: 1363 ACRES, Freehold, all good dairying and fattening country, rich limestone country, flat and gently rolling, 850 acres English grasses, splendid also, 500 acres being prepared for further sowing, balance high fern and rough feed. All well subdivided and well watered throughout. Fine homestead, outbuildings, large cowshed, concreted, machines installed for milking 100 cows. Cream cart daily. Price only £12 10s. per acre. Terms, £2500 cash, balance arranged on easy terms. A remarkably cheap farm, and with a little more improvement will soon double in value. Apply xyxy=(871,701,1069,847)
ad-title: A VALUABLE NATIVE LEASE. xyxy=(677,1228,842,1241)
ad-title: OPPORTUNITY OF A LIFETIME. xyxy=(881,873,1059,886)
advertisement xyxy=(1293,642,1490,898)
column-4 xyxy=(654,66,864,1932)
ad-title: CHOICE WAIRARAPA FARM. xyxy=(1311,481,1471,495)
